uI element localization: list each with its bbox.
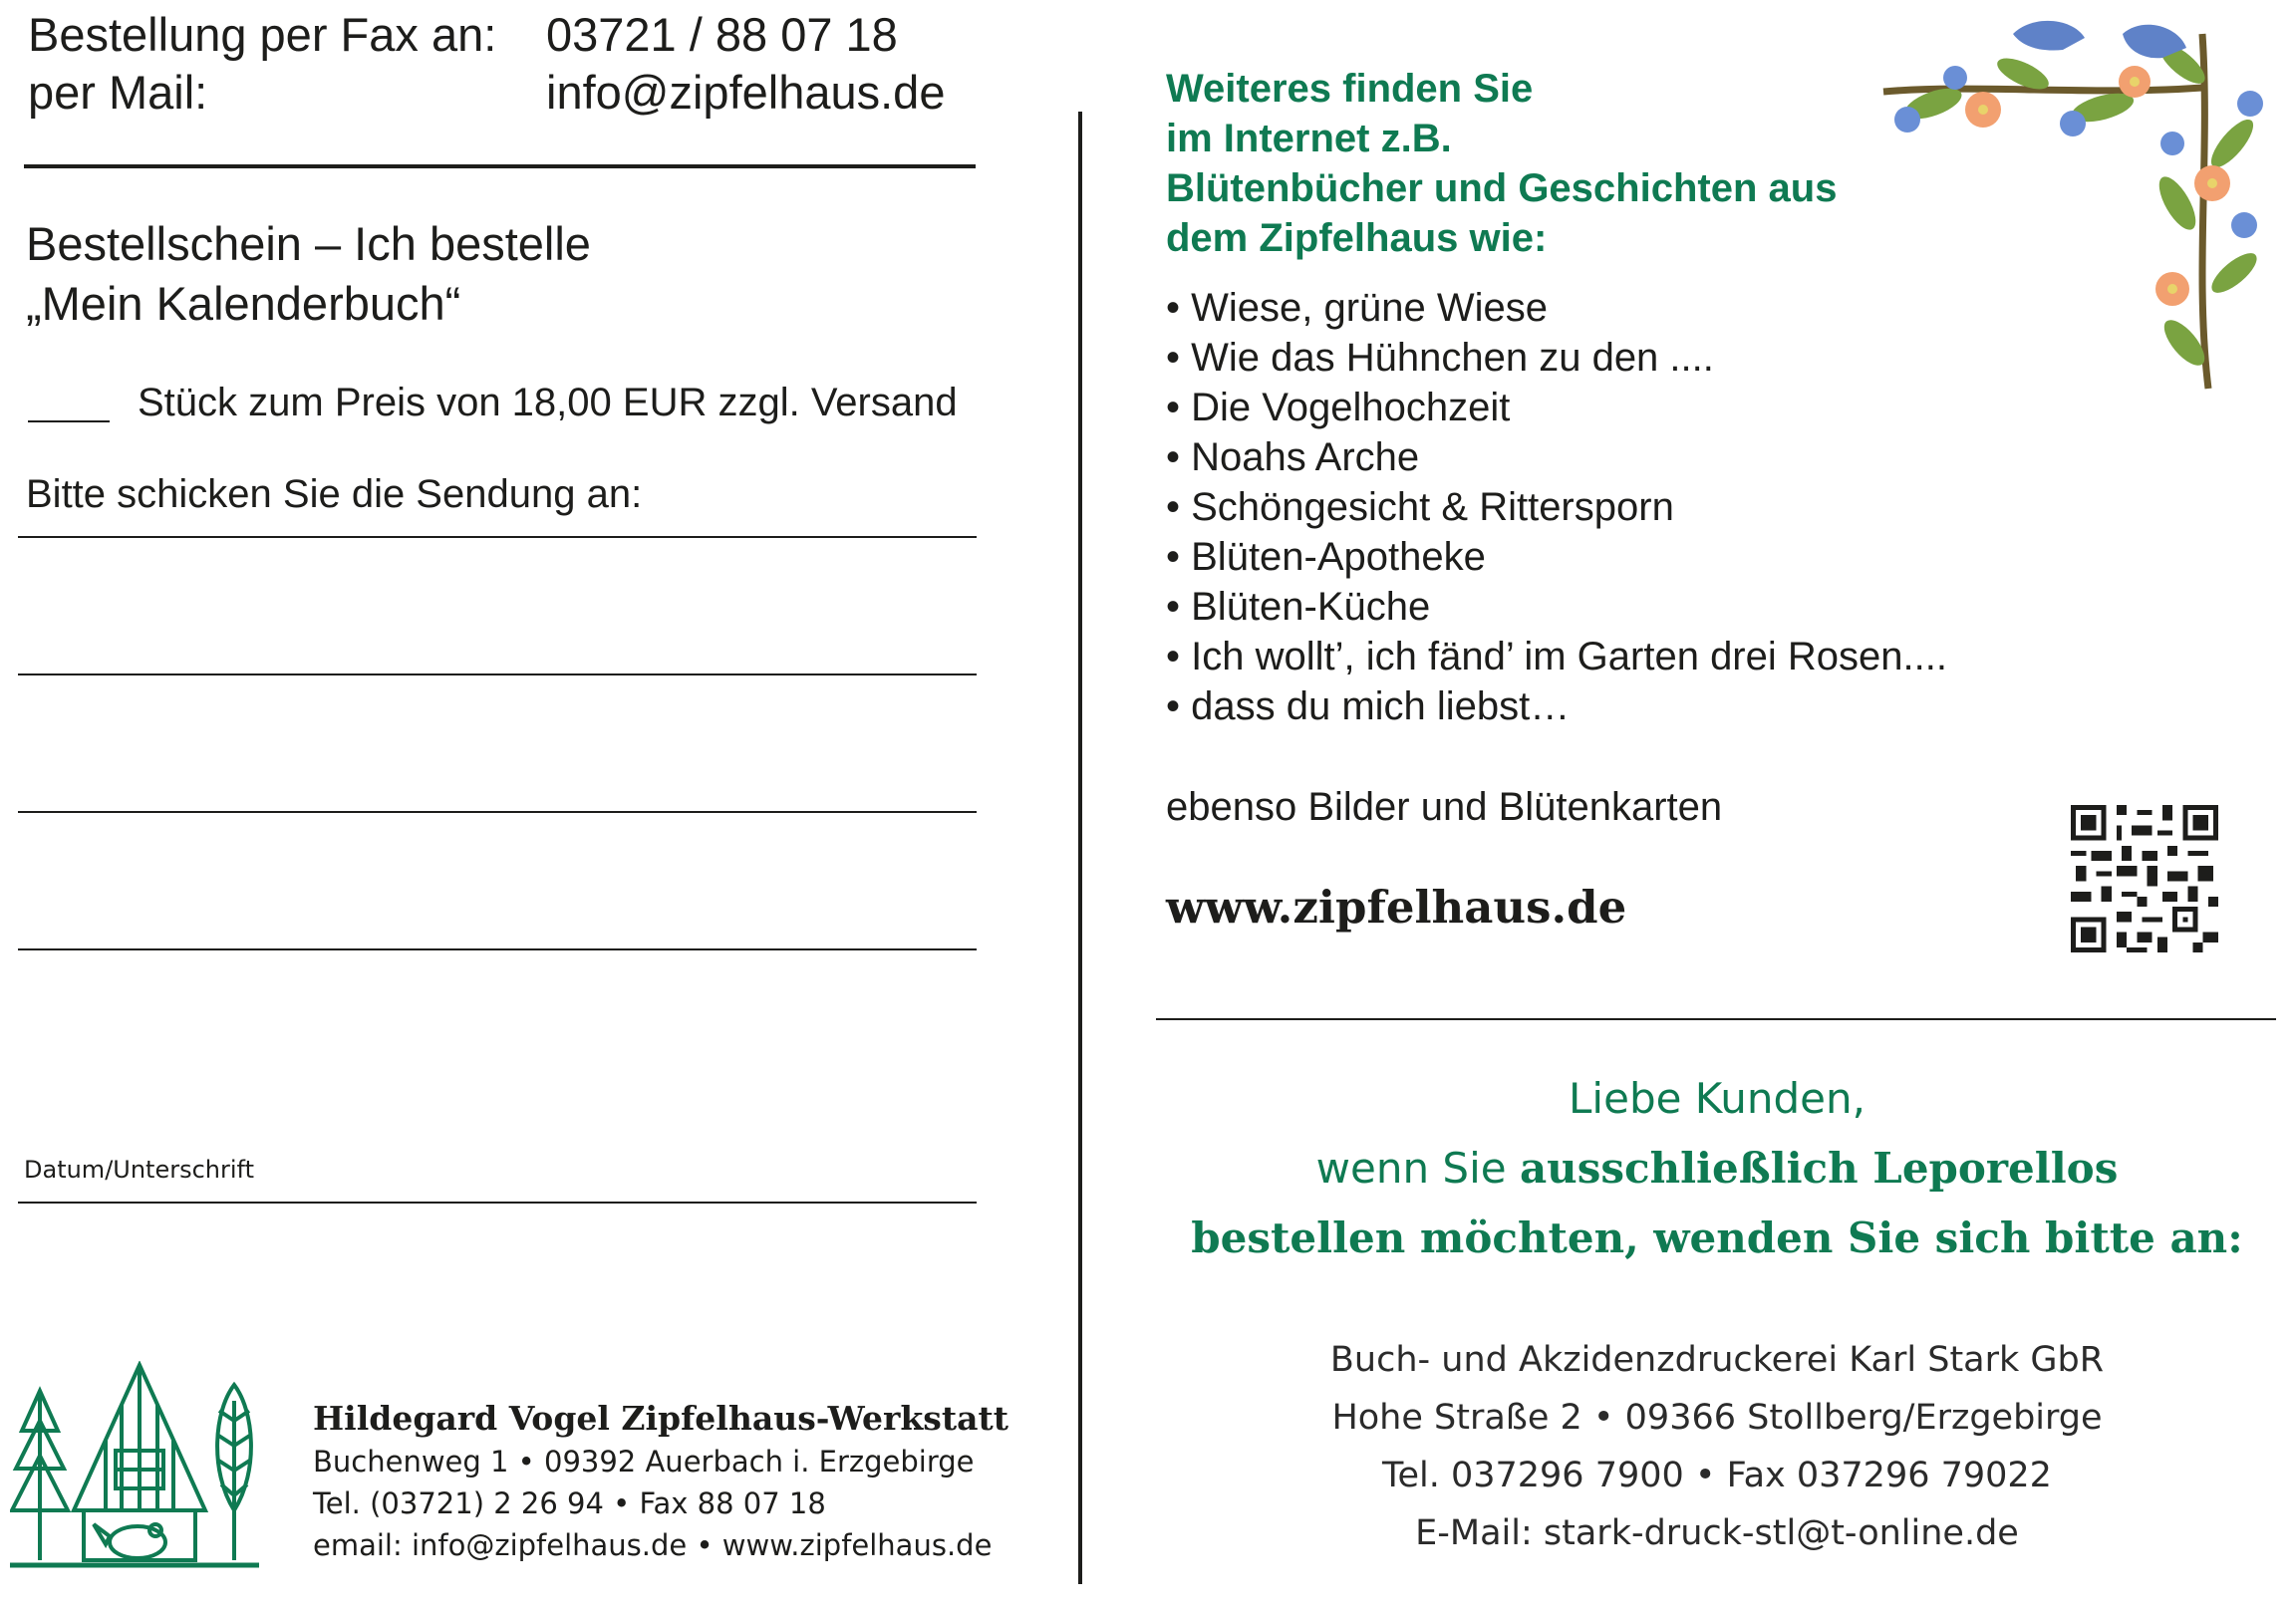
- printer-street: Hohe Straße 2 • 09366 Stollberg/Erzgebirge: [1331, 1398, 2103, 1438]
- list-item: • Schöngesicht & Rittersporn: [1166, 482, 1947, 532]
- send-to-label: Bitte schicken Sie die Sendung an:: [26, 472, 643, 516]
- list-item: • Wie das Hühnchen zu den ....: [1166, 333, 1947, 383]
- price-text: Stück zum Preis von 18,00 EUR zzgl. Versand: [138, 381, 958, 424]
- notice-line-1: Liebe Kunden,: [1569, 1074, 1866, 1123]
- notice-line-2-pre: wenn Sie: [1315, 1144, 1520, 1193]
- address-line-3[interactable]: [18, 811, 977, 813]
- address-line-1[interactable]: [18, 536, 977, 538]
- also-text: ebenso Bilder und Blütenkarten: [1166, 785, 1723, 829]
- address-line-2[interactable]: [18, 673, 977, 675]
- printer-phone: Tel. 037296 7900 • Fax 037296 79022: [1382, 1456, 2052, 1495]
- signature-line[interactable]: [18, 1202, 977, 1204]
- info-line-3: Blütenbücher und Geschichten aus: [1166, 166, 1838, 210]
- zipfelhaus-logo-icon: [10, 1361, 259, 1574]
- printer-name: Buch- und Akzidenzdruckerei Karl Stark GbR: [1329, 1340, 2105, 1380]
- fax-number: 03721 / 88 07 18: [546, 8, 898, 61]
- printer-email[interactable]: E-Mail: stark-druck-stl@t-online.de: [1415, 1513, 2019, 1553]
- list-item: • Ich wollt’, ich fänd’ im Garten drei Rosen....: [1166, 632, 1947, 681]
- website-link[interactable]: www.zipfelhaus.de: [1166, 881, 1627, 934]
- center-divider: [1078, 112, 1082, 1584]
- book-list: [1166, 283, 1947, 731]
- list-item: • Wiese, grüne Wiese: [1166, 283, 1947, 333]
- notice-line-2-bold: ausschließlich Leporellos: [1519, 1144, 2119, 1193]
- header-divider: [24, 164, 976, 168]
- quantity-field[interactable]: [28, 420, 110, 422]
- notice-divider: [1156, 1018, 2276, 1020]
- printer-address: [1154, 1331, 2280, 1562]
- qr-code-icon: [2071, 805, 2218, 952]
- company-name: Hildegard Vogel Zipfelhaus-Werkstatt: [313, 1399, 1008, 1438]
- mail-label: per Mail:: [28, 66, 208, 119]
- info-line-2: im Internet z.B.: [1166, 117, 1452, 160]
- company-web: email: info@zipfelhaus.de • www.zipfelhaus.de: [313, 1528, 993, 1562]
- company-address: Buchenweg 1 • 09392 Auerbach i. Erzgebirge: [313, 1445, 975, 1479]
- list-item: • Blüten-Apotheke: [1166, 532, 1947, 582]
- notice-line-2: [1154, 1134, 2280, 1204]
- order-title-line1: Bestellschein – Ich bestelle: [26, 217, 591, 270]
- info-intro: [1166, 64, 1837, 263]
- mail-address[interactable]: info@zipfelhaus.de: [546, 66, 946, 119]
- company-phone: Tel. (03721) 2 26 94 • Fax 88 07 18: [313, 1486, 826, 1520]
- address-line-4[interactable]: [18, 948, 977, 950]
- signature-label: Datum/Unterschrift: [24, 1156, 254, 1184]
- info-line-4: dem Zipfelhaus wie:: [1166, 216, 1548, 260]
- list-item: • Noahs Arche: [1166, 432, 1947, 482]
- list-item: • dass du mich liebst…: [1166, 681, 1947, 731]
- notice-line-3: bestellen möchten, wenden Sie sich bitte an:: [1191, 1213, 2243, 1262]
- order-title-line2: „Mein Kalenderbuch“: [26, 277, 461, 330]
- leporello-notice: [1154, 1064, 2280, 1273]
- list-item: • Die Vogelhochzeit: [1166, 383, 1947, 432]
- info-line-1: Weiteres finden Sie: [1166, 67, 1534, 111]
- fax-label: Bestellung per Fax an:: [28, 8, 497, 61]
- list-item: • Blüten-Küche: [1166, 582, 1947, 632]
